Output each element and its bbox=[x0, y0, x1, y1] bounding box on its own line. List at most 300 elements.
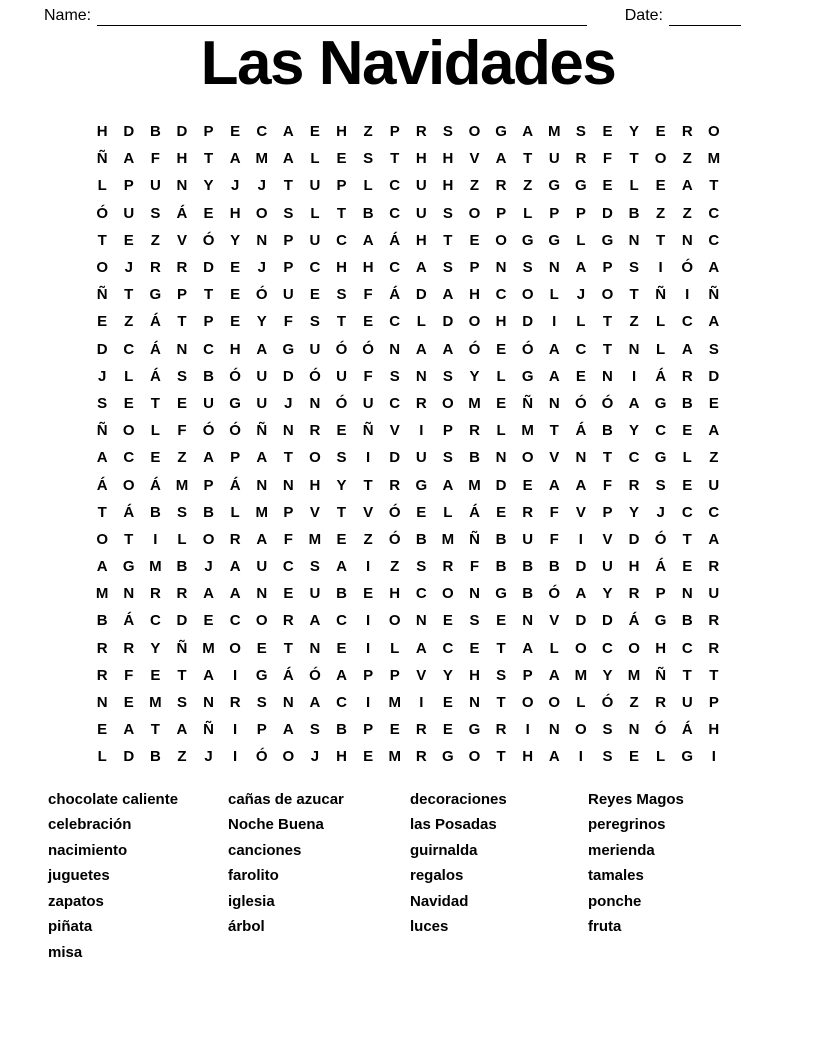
grid-cell: T bbox=[150, 394, 160, 412]
grid-cell: T bbox=[283, 177, 293, 195]
grid-cell: M bbox=[95, 585, 109, 603]
grid-cell: Ó bbox=[468, 340, 481, 358]
grid-cell: E bbox=[230, 259, 241, 277]
grid-cell: S bbox=[602, 748, 613, 766]
grid-cell: M bbox=[388, 694, 401, 712]
grid-cell: E bbox=[389, 721, 400, 739]
grid-cell: H bbox=[336, 123, 347, 141]
grid-cell: E bbox=[363, 585, 374, 603]
grid-cell: I bbox=[233, 721, 238, 739]
grid-cell: E bbox=[442, 721, 453, 739]
grid-cell: I bbox=[631, 367, 637, 385]
grid-cell: A bbox=[415, 340, 427, 358]
grid-cell: M bbox=[627, 666, 641, 684]
grid-cell: T bbox=[150, 721, 160, 739]
grid-cell: C bbox=[708, 231, 720, 249]
grid-cell: R bbox=[628, 476, 640, 494]
grid-cell: B bbox=[415, 530, 427, 548]
grid-cell: D bbox=[495, 476, 507, 494]
grid-cell: Á bbox=[96, 476, 108, 494]
grid-cell: G bbox=[442, 748, 454, 766]
grid-cell: S bbox=[309, 721, 320, 739]
word-item: merienda bbox=[588, 841, 655, 859]
grid-cell: Ó bbox=[388, 503, 401, 521]
grid-cell: S bbox=[283, 204, 294, 222]
grid-cell: J bbox=[257, 177, 266, 195]
grid-cell: D bbox=[575, 612, 587, 630]
grid-cell: B bbox=[495, 530, 507, 548]
grid-cell: A bbox=[708, 530, 720, 548]
grid-cell: L bbox=[496, 422, 506, 440]
grid-cell: J bbox=[124, 259, 133, 277]
grid-cell: A bbox=[548, 476, 560, 494]
grid-cell: G bbox=[654, 449, 667, 467]
grid-cell: B bbox=[149, 123, 161, 141]
grid-cell: R bbox=[442, 558, 454, 576]
grid-cell: E bbox=[336, 639, 347, 657]
grid-cell: F bbox=[283, 313, 293, 331]
grid-cell: P bbox=[655, 585, 666, 603]
grid-cell: V bbox=[575, 503, 586, 521]
grid-cell: L bbox=[363, 177, 373, 195]
grid-cell: A bbox=[176, 721, 188, 739]
grid-cell: N bbox=[309, 394, 321, 412]
grid-cell: A bbox=[123, 721, 135, 739]
grid-cell: E bbox=[442, 694, 453, 712]
grid-cell: U bbox=[415, 449, 427, 467]
grid-cell: U bbox=[548, 150, 560, 168]
grid-cell: R bbox=[708, 558, 720, 576]
word-item: juguetes bbox=[48, 867, 110, 884]
grid-cell: C bbox=[575, 340, 587, 358]
grid-cell: E bbox=[363, 313, 374, 331]
grid-cell: E bbox=[97, 313, 108, 331]
grid-cell: I bbox=[233, 666, 238, 684]
grid-cell: A bbox=[229, 558, 241, 576]
grid-cell: E bbox=[203, 204, 214, 222]
grid-cell: O bbox=[521, 694, 534, 712]
grid-cell: T bbox=[283, 449, 293, 467]
grid-cell: R bbox=[176, 585, 188, 603]
grid-cell: Ñ bbox=[469, 530, 480, 548]
grid-cell: O bbox=[601, 286, 614, 304]
grid-cell: E bbox=[97, 721, 108, 739]
header bbox=[0, 0, 816, 26]
grid-cell: O bbox=[309, 449, 321, 467]
grid-cell: I bbox=[658, 259, 663, 277]
grid-cell: Y bbox=[230, 231, 241, 249]
grid-cell: O bbox=[548, 694, 561, 712]
grid-cell: T bbox=[97, 231, 107, 249]
grid-cell: C bbox=[389, 204, 401, 222]
grid-cell: R bbox=[522, 503, 534, 521]
grid-cell: G bbox=[229, 394, 241, 412]
grid-cell: Ó bbox=[654, 530, 667, 548]
grid-cell: E bbox=[150, 449, 161, 467]
grid-cell: D bbox=[522, 313, 534, 331]
grid-cell: R bbox=[123, 639, 135, 657]
grid-cell: D bbox=[389, 449, 401, 467]
grid-cell: A bbox=[362, 231, 374, 249]
grid-cell: A bbox=[575, 476, 587, 494]
grid-cell: H bbox=[362, 259, 374, 277]
grid-cell: Ó bbox=[202, 422, 215, 440]
grid-cell: N bbox=[309, 639, 321, 657]
grid-cell: D bbox=[575, 558, 587, 576]
grid-cell: T bbox=[336, 204, 347, 222]
grid-cell: Á bbox=[282, 666, 294, 684]
grid-cell: F bbox=[177, 422, 187, 440]
grid-cell: Ñ bbox=[96, 286, 108, 304]
grid-cell: A bbox=[575, 259, 587, 277]
grid-cell: T bbox=[523, 150, 533, 168]
grid-cell: G bbox=[468, 721, 481, 739]
grid-cell: T bbox=[682, 530, 692, 548]
grid-cell: S bbox=[336, 449, 347, 467]
grid-cell: P bbox=[203, 123, 214, 141]
grid-cell: Y bbox=[150, 639, 161, 657]
grid-cell: G bbox=[681, 748, 694, 766]
grid-cell: S bbox=[575, 123, 586, 141]
grid-cell: G bbox=[654, 612, 667, 630]
grid-cell: L bbox=[656, 748, 666, 766]
grid-cell: O bbox=[468, 204, 481, 222]
grid-cell: A bbox=[309, 612, 321, 630]
grid-cell: Ñ bbox=[708, 286, 720, 304]
grid-cell: Á bbox=[655, 558, 667, 576]
grid-cell: N bbox=[469, 694, 480, 712]
grid-cell: M bbox=[255, 503, 268, 521]
word-list bbox=[0, 787, 816, 966]
grid-cell: M bbox=[308, 530, 322, 548]
grid-cell: D bbox=[203, 259, 214, 277]
grid-cell: U bbox=[309, 177, 321, 195]
grid-cell: G bbox=[654, 394, 667, 412]
grid-cell: J bbox=[98, 367, 107, 385]
grid-cell: E bbox=[336, 150, 347, 168]
word-item: Reyes Magos bbox=[588, 790, 684, 808]
grid-cell: D bbox=[602, 612, 613, 630]
grid-cell: N bbox=[256, 476, 268, 494]
grid-cell: S bbox=[442, 367, 453, 385]
grid-cell: F bbox=[124, 666, 134, 684]
grid-cell: L bbox=[576, 231, 586, 249]
grid-cell: P bbox=[256, 721, 267, 739]
grid-cell: N bbox=[176, 340, 188, 358]
grid-cell: N bbox=[282, 422, 294, 440]
grid-cell: L bbox=[576, 694, 586, 712]
grid-cell: T bbox=[203, 286, 214, 304]
word-item: nacimiento bbox=[48, 841, 128, 859]
grid-cell: N bbox=[389, 340, 401, 358]
grid-cell: M bbox=[441, 530, 455, 548]
grid-cell: V bbox=[389, 422, 400, 440]
grid-cell: R bbox=[282, 612, 294, 630]
puzzle-title: Las Navidades bbox=[200, 29, 616, 98]
grid-cell: P bbox=[123, 177, 134, 195]
grid-cell: Ó bbox=[362, 340, 374, 358]
grid-cell: F bbox=[549, 503, 559, 521]
word-item: las Posadas bbox=[410, 816, 497, 833]
grid-cell: L bbox=[523, 204, 533, 222]
grid-cell: R bbox=[389, 476, 401, 494]
grid-cell: N bbox=[495, 449, 507, 467]
grid-cell: E bbox=[682, 422, 693, 440]
grid-cell: G bbox=[548, 231, 561, 249]
grid-cell: U bbox=[415, 177, 427, 195]
grid-cell: A bbox=[628, 394, 640, 412]
grid-cell: G bbox=[122, 558, 135, 576]
grid-cell: Á bbox=[149, 313, 161, 331]
grid-cell: O bbox=[468, 123, 481, 141]
grid-cell: S bbox=[176, 367, 187, 385]
grid-cell: O bbox=[229, 639, 241, 657]
word-item: fruta bbox=[588, 918, 622, 935]
grid-cell: N bbox=[628, 721, 640, 739]
grid-cell: T bbox=[97, 503, 107, 521]
word-item: zapatos bbox=[48, 892, 104, 910]
grid-cell: A bbox=[96, 558, 108, 576]
grid-cell: B bbox=[176, 558, 188, 576]
grid-cell: O bbox=[255, 204, 268, 222]
word-list-column bbox=[48, 787, 228, 966]
grid-cell: C bbox=[336, 694, 347, 712]
grid-cell: R bbox=[149, 259, 161, 277]
grid-cell: O bbox=[122, 422, 135, 440]
grid-cell: A bbox=[548, 367, 560, 385]
grid-cell: Y bbox=[203, 177, 214, 195]
grid-cell: F bbox=[602, 150, 613, 168]
grid-cell: H bbox=[469, 666, 480, 684]
grid-cell: M bbox=[202, 639, 215, 657]
grid-cell: Ó bbox=[309, 367, 321, 385]
grid-cell: U bbox=[256, 367, 268, 385]
grid-cell: F bbox=[549, 530, 559, 548]
grid-cell: I bbox=[153, 530, 158, 548]
grid-cell: T bbox=[124, 530, 134, 548]
grid-cell: J bbox=[310, 748, 320, 766]
grid-cell: E bbox=[682, 476, 693, 494]
grid-cell: C bbox=[389, 313, 401, 331]
grid-cell: S bbox=[176, 503, 187, 521]
grid-cell: L bbox=[177, 530, 187, 548]
grid-cell: L bbox=[443, 503, 453, 521]
grid-cell: P bbox=[203, 476, 214, 494]
grid-cell: I bbox=[525, 721, 530, 739]
grid-cell: N bbox=[628, 231, 640, 249]
grid-cell: S bbox=[309, 313, 320, 331]
grid-cell: E bbox=[496, 612, 507, 630]
grid-cell: Á bbox=[176, 204, 188, 222]
grid-cell: P bbox=[389, 123, 400, 141]
grid-cell: C bbox=[708, 204, 720, 222]
word-item: farolito bbox=[228, 867, 279, 884]
grid-cell: M bbox=[468, 476, 481, 494]
grid-cell: F bbox=[363, 367, 373, 385]
grid-cell: T bbox=[602, 340, 613, 358]
grid-cell: Z bbox=[682, 204, 692, 222]
grid-cell: T bbox=[177, 313, 187, 331]
grid-cell: E bbox=[123, 694, 134, 712]
grid-cell: T bbox=[124, 286, 134, 304]
grid-cell: B bbox=[602, 422, 613, 440]
grid-cell: J bbox=[257, 259, 266, 277]
grid-cell: B bbox=[336, 585, 347, 603]
word-item: misa bbox=[48, 943, 83, 961]
grid-cell: N bbox=[628, 340, 640, 358]
grid-cell: A bbox=[522, 123, 534, 141]
grid-cell: U bbox=[256, 394, 268, 412]
grid-cell: N bbox=[495, 259, 507, 277]
grid-cell: U bbox=[149, 177, 161, 195]
grid-cell: Z bbox=[469, 177, 480, 195]
grid-cell: O bbox=[96, 259, 108, 277]
grid-cell: O bbox=[282, 748, 295, 766]
grid-cell: Y bbox=[602, 666, 613, 684]
grid-cell: Y bbox=[602, 585, 613, 603]
grid-cell: C bbox=[282, 558, 294, 576]
grid-cell: T bbox=[390, 150, 400, 168]
grid-cell: T bbox=[602, 449, 613, 467]
grid-cell: P bbox=[575, 204, 586, 222]
grid-cell: M bbox=[548, 123, 561, 141]
grid-cell: M bbox=[521, 422, 534, 440]
grid-cell: A bbox=[256, 449, 268, 467]
grid-cell: O bbox=[122, 476, 135, 494]
grid-cell: B bbox=[548, 558, 560, 576]
grid-cell: L bbox=[97, 177, 107, 195]
word-list-column bbox=[588, 787, 768, 966]
grid-cell: S bbox=[150, 204, 161, 222]
grid-cell: O bbox=[575, 721, 587, 739]
grid-cell: H bbox=[309, 476, 321, 494]
grid-cell: I bbox=[578, 748, 583, 766]
grid-cell: Y bbox=[629, 422, 640, 440]
grid-cell: C bbox=[708, 503, 720, 521]
grid-cell: A bbox=[548, 666, 560, 684]
grid-cell: J bbox=[576, 286, 586, 304]
grid-cell: F bbox=[150, 150, 160, 168]
grid-cell: E bbox=[708, 394, 719, 412]
grid-cell: Á bbox=[123, 503, 135, 521]
grid-cell: L bbox=[496, 367, 506, 385]
grid-cell: S bbox=[442, 204, 453, 222]
grid-cell: S bbox=[176, 694, 187, 712]
grid-cell: A bbox=[96, 449, 108, 467]
grid-cell: T bbox=[656, 231, 666, 249]
grid-cell: O bbox=[468, 748, 481, 766]
grid-cell: R bbox=[681, 123, 693, 141]
grid-cell: F bbox=[469, 558, 480, 576]
grid-cell: P bbox=[496, 204, 507, 222]
grid-cell: N bbox=[575, 449, 587, 467]
grid-cell: I bbox=[366, 694, 371, 712]
grid-cell: R bbox=[176, 259, 188, 277]
grid-cell: P bbox=[602, 503, 613, 521]
grid-cell: I bbox=[578, 530, 583, 548]
grid-cell: H bbox=[655, 639, 667, 657]
grid-cell: H bbox=[96, 123, 108, 141]
grid-cell: O bbox=[707, 123, 720, 141]
grid-cell: A bbox=[681, 177, 693, 195]
name-blank-line bbox=[97, 6, 587, 26]
grid-cell: S bbox=[655, 476, 666, 494]
grid-cell: D bbox=[628, 530, 640, 548]
grid-cell: G bbox=[149, 286, 162, 304]
grid-cell: O bbox=[255, 612, 268, 630]
grid-cell: M bbox=[255, 150, 268, 168]
grid-cell: E bbox=[336, 530, 347, 548]
grid-cell: U bbox=[309, 231, 321, 249]
grid-cell: S bbox=[442, 123, 453, 141]
grid-cell: E bbox=[176, 394, 187, 412]
word-item: peregrinos bbox=[588, 816, 666, 833]
grid-cell: E bbox=[655, 123, 666, 141]
grid-cell: B bbox=[469, 449, 480, 467]
grid-cell: O bbox=[495, 231, 507, 249]
grid-cell: L bbox=[310, 150, 320, 168]
grid-cell: A bbox=[282, 721, 294, 739]
grid-cell: Z bbox=[629, 694, 639, 712]
grid-cell: U bbox=[415, 204, 427, 222]
grid-cell: V bbox=[176, 231, 187, 249]
grid-cell: Ó bbox=[229, 367, 241, 385]
grid-cell: S bbox=[496, 666, 507, 684]
grid-cell: O bbox=[521, 286, 534, 304]
grid-cell: R bbox=[415, 394, 427, 412]
grid-cell: B bbox=[149, 503, 161, 521]
grid-cell: P bbox=[203, 313, 214, 331]
word-item: chocolate caliente bbox=[48, 790, 179, 808]
grid-cell: P bbox=[442, 422, 453, 440]
grid-cell: Ñ bbox=[203, 721, 214, 739]
grid-cell: T bbox=[496, 694, 506, 712]
grid-cell: N bbox=[176, 177, 188, 195]
grid-cell: C bbox=[628, 449, 640, 467]
grid-cell: U bbox=[708, 585, 720, 603]
grid-cell: J bbox=[284, 394, 293, 412]
grid-cell: D bbox=[602, 204, 613, 222]
grid-cell: G bbox=[282, 340, 295, 358]
grid-cell: A bbox=[495, 150, 507, 168]
word-item: celebración bbox=[48, 816, 132, 833]
grid-cell: C bbox=[495, 286, 507, 304]
grid-cell: Á bbox=[389, 231, 401, 249]
grid-cell: H bbox=[229, 340, 241, 358]
grid-cell: E bbox=[123, 394, 134, 412]
grid-cell: B bbox=[681, 394, 693, 412]
grid-cell: E bbox=[496, 340, 507, 358]
grid-cell: R bbox=[495, 177, 507, 195]
grid-cell: Ó bbox=[255, 748, 268, 766]
grid-cell: N bbox=[96, 694, 108, 712]
grid-cell: M bbox=[574, 666, 588, 684]
grid-cell: N bbox=[282, 476, 294, 494]
grid-cell: Z bbox=[124, 313, 134, 331]
grid-cell: E bbox=[309, 286, 320, 304]
grid-cell: H bbox=[415, 150, 427, 168]
grid-cell: Ó bbox=[202, 231, 215, 249]
grid-cell: Ó bbox=[548, 585, 561, 603]
grid-cell: J bbox=[204, 558, 213, 576]
grid-cell: F bbox=[363, 286, 373, 304]
name-label: Name: bbox=[44, 7, 92, 24]
grid-cell: D bbox=[415, 286, 427, 304]
grid-cell: D bbox=[123, 123, 135, 141]
grid-cell: D bbox=[96, 340, 108, 358]
grid-cell: B bbox=[203, 367, 214, 385]
grid-cell: Á bbox=[655, 367, 667, 385]
